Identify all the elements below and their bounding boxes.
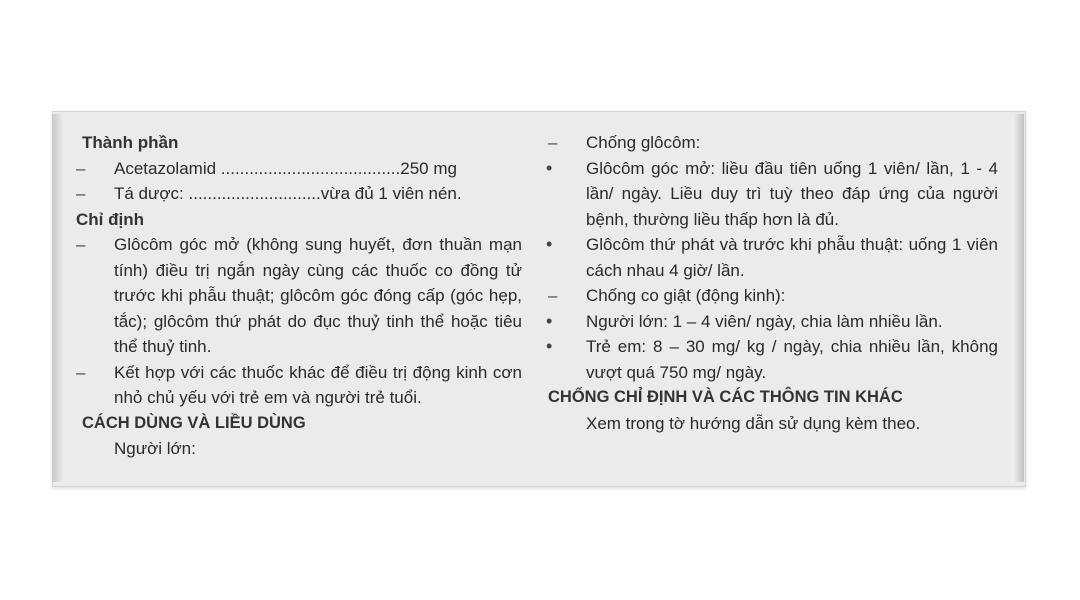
dosage-item	[548, 334, 998, 385]
bullet-marker: •	[546, 336, 553, 356]
ingredient-text: Tá dược: ............................vừa đủ 1 viên nén.	[114, 184, 462, 203]
contraindications-heading: CHỐNG CHỈ ĐỊNH VÀ CÁC THÔNG TIN KHÁC	[548, 388, 903, 406]
dosage-text: Glôcôm góc mở: liều đầu tiên uống 1 viên/ lần, 1 - 4 lần/ ngày. Liều duy trì tuỳ theo đáp ứng của người bệnh, thường liều thấp hơn là đủ.	[586, 158, 998, 229]
indication-text: Kết hợp với các thuốc khác để điều trị động kinh cơn nhỏ chủ yếu với trẻ em và người trẻ tuổi.	[114, 362, 522, 407]
box-right-edge	[1012, 114, 1024, 482]
right-column	[548, 130, 998, 436]
bullet-marker: •	[546, 157, 553, 178]
dash-marker: –	[76, 158, 86, 178]
dosage-item	[548, 309, 998, 335]
dosage-text: Trẻ em: 8 – 30 mg/ kg / ngày, chia nhiều lần, không vượt quá 750 mg/ ngày.	[586, 337, 998, 382]
dosage-text: Chống co giật (động kinh):	[586, 286, 786, 305]
indication-item	[76, 232, 522, 360]
dash-marker: –	[76, 362, 86, 382]
dash-marker: –	[548, 133, 558, 152]
ingredient-text: Acetazolamid ......................................250 mg	[114, 158, 457, 178]
bullet-marker: •	[546, 310, 553, 331]
indications-heading: Chỉ định	[76, 209, 144, 229]
dosage-intro: Người lớn:	[114, 439, 196, 458]
box-left-edge	[52, 114, 62, 482]
dosage-item	[548, 283, 998, 309]
dosage-text: Chống glôcôm:	[586, 133, 701, 152]
dash-marker: –	[548, 286, 558, 305]
ingredients-heading: Thành phần	[82, 133, 179, 152]
dosage-heading: CÁCH DÙNG VÀ LIỀU DÙNG	[82, 413, 306, 432]
indication-item	[76, 360, 522, 411]
indication-text: Glôcôm góc mở (không sung huyết, đơn thuần mạn tính) điều trị ngắn ngày cùng các thuốc co đồng tử trước khi phẫu thuật; glôcôm góc đóng cấp (góc hẹp, tắc); glôcôm thứ phát do đục thuỷ tinh thể hoặc tiêu thể thuỷ tinh.	[114, 235, 522, 356]
contraindications-text: Xem trong tờ hướng dẫn sử dụng kèm theo.	[586, 413, 921, 433]
dosage-item	[548, 232, 998, 283]
dash-marker: –	[76, 235, 86, 254]
dosage-item	[548, 130, 998, 156]
dosage-item	[548, 156, 998, 233]
ingredient-item	[76, 156, 522, 182]
dash-marker: –	[76, 184, 86, 203]
bullet-marker: •	[546, 234, 553, 254]
left-column	[76, 130, 522, 462]
dosage-text: Glôcôm thứ phát và trước khi phẫu thuật: uống 1 viên cách nhau 4 giờ/ lần.	[586, 235, 998, 280]
ingredient-item	[76, 181, 522, 207]
dosage-text: Người lớn: 1 – 4 viên/ ngày, chia làm nhiều lần.	[586, 311, 943, 331]
